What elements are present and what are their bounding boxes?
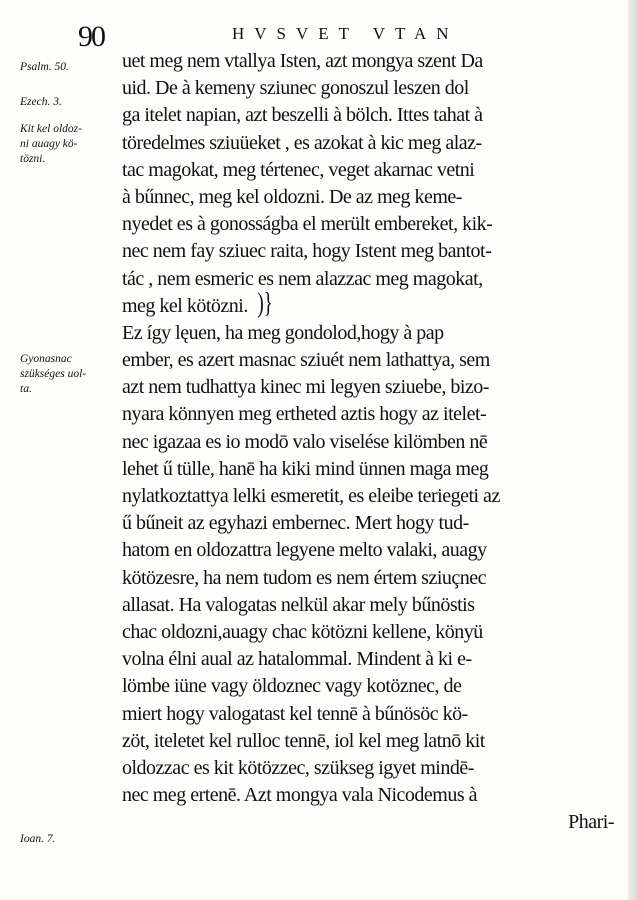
text-line: azt nem tudhattya kinec mi legyen sziuebe, bizo-	[122, 376, 489, 399]
text-line: lehet ű tülle, hanē ha kiki mind ünnen maga meg	[122, 457, 489, 480]
paragraph-mark-icon: )}	[257, 287, 273, 319]
text-line: nyedet es à gonosságba el merült embereket, kik-	[122, 213, 493, 236]
text-line: ga itelet napian, azt beszelli à bölch. Ittes tahat à	[122, 104, 483, 127]
text-line: miert hogy valogatast kel tennē à bűnösöc kö-	[122, 702, 468, 725]
margin-note-ezech	[20, 95, 62, 110]
text-line-content: meg kel kötözni.	[122, 294, 248, 317]
margin-note-line: Psalm. 50.	[20, 61, 69, 73]
margin-note-line: szükséges uol-	[20, 368, 87, 380]
margin-note-ioan	[20, 832, 55, 847]
text-line: Ez így lęuen, ha meg gondolod,hogy à pap	[122, 321, 444, 344]
margin-note-psalm	[20, 60, 69, 75]
text-line: hatom en oldozattra legyene melto valaki, auagy	[122, 539, 487, 562]
text-line: tác , nem esmeric es nem alazzac meg magokat,	[122, 267, 483, 290]
margin-note-line: ta.	[20, 383, 32, 395]
text-line: ű bűneit az egyhazi embernec. Mert hogy tud-	[122, 512, 469, 535]
text-line: à bűnnec, meg kel oldozni. De az meg keme-	[122, 185, 462, 208]
body-text	[122, 48, 622, 836]
text-line: chac oldozni,auagy chac kötözni kellene, könyü	[122, 620, 483, 643]
margin-note-line: ni auagy kö-	[20, 138, 78, 150]
margin-note-line: Gyonasnac	[20, 353, 72, 365]
running-head: HVSVET VTAN	[232, 24, 459, 43]
catchword: Phari-	[568, 811, 614, 834]
text-line: nec nem fay sziuec raita, hogy Istent meg bantot-	[122, 240, 492, 263]
text-line: nec meg ertenē. Azt mongya vala Nicodemus à	[122, 784, 478, 807]
text-line: tac magokat, meg tértenec, veget akarnac vetni	[122, 158, 475, 181]
page-edge-shadow	[628, 0, 638, 900]
margin-note-line: Ioan. 7.	[20, 833, 56, 845]
text-line: nyara könnyen meg ertheted aztis hogy az itelet-	[122, 403, 487, 426]
text-line: uet meg nem vtallya Isten, azt mongya szent Da	[122, 50, 483, 72]
margin-note-line: Ezech. 3.	[20, 96, 62, 108]
text-line: allasat. Ha valogatas nelkül akar mely bűnöstis	[122, 593, 475, 616]
margin-note-line: Kit kel oldoz-	[20, 123, 82, 135]
text-line: nylatkoztattya lelki esmeretit, es eleibe teriegeti az	[122, 485, 500, 507]
margin-note-gyonasnac	[20, 352, 86, 397]
margin-note-line: tözni.	[20, 153, 46, 165]
text-line: lömbe iüne vagy öldoznec vagy kotöznec, de	[122, 675, 462, 698]
text-line: ember, es azert masnac sziuét nem lathattya, sem	[122, 349, 490, 372]
text-line: uid. De à kemeny sziunec gonoszul leszen dol	[122, 77, 469, 100]
margin-note-kit-kel	[20, 122, 82, 167]
page-number: 90	[78, 20, 104, 53]
text-line-with-paragraph-mark	[122, 287, 622, 320]
text-line: zöt, iteletet kel rulloc tennē, iol kel meg latnō kit	[122, 729, 485, 752]
text-line: nec igazaa es io modō valo viselése kilömben nē	[122, 430, 488, 453]
text-line: oldozzac es kit kötözzec, szükseg igyet mindē-	[122, 756, 474, 779]
text-line: volna élni aual az hatalommal. Mindent à ki e-	[122, 648, 472, 671]
text-line: kötözesre, ha nem tudom es nem értem sziuçnec	[122, 566, 487, 589]
text-line: töredelmes sziuüeket , es azokat à kic meg alaz-	[122, 131, 482, 154]
